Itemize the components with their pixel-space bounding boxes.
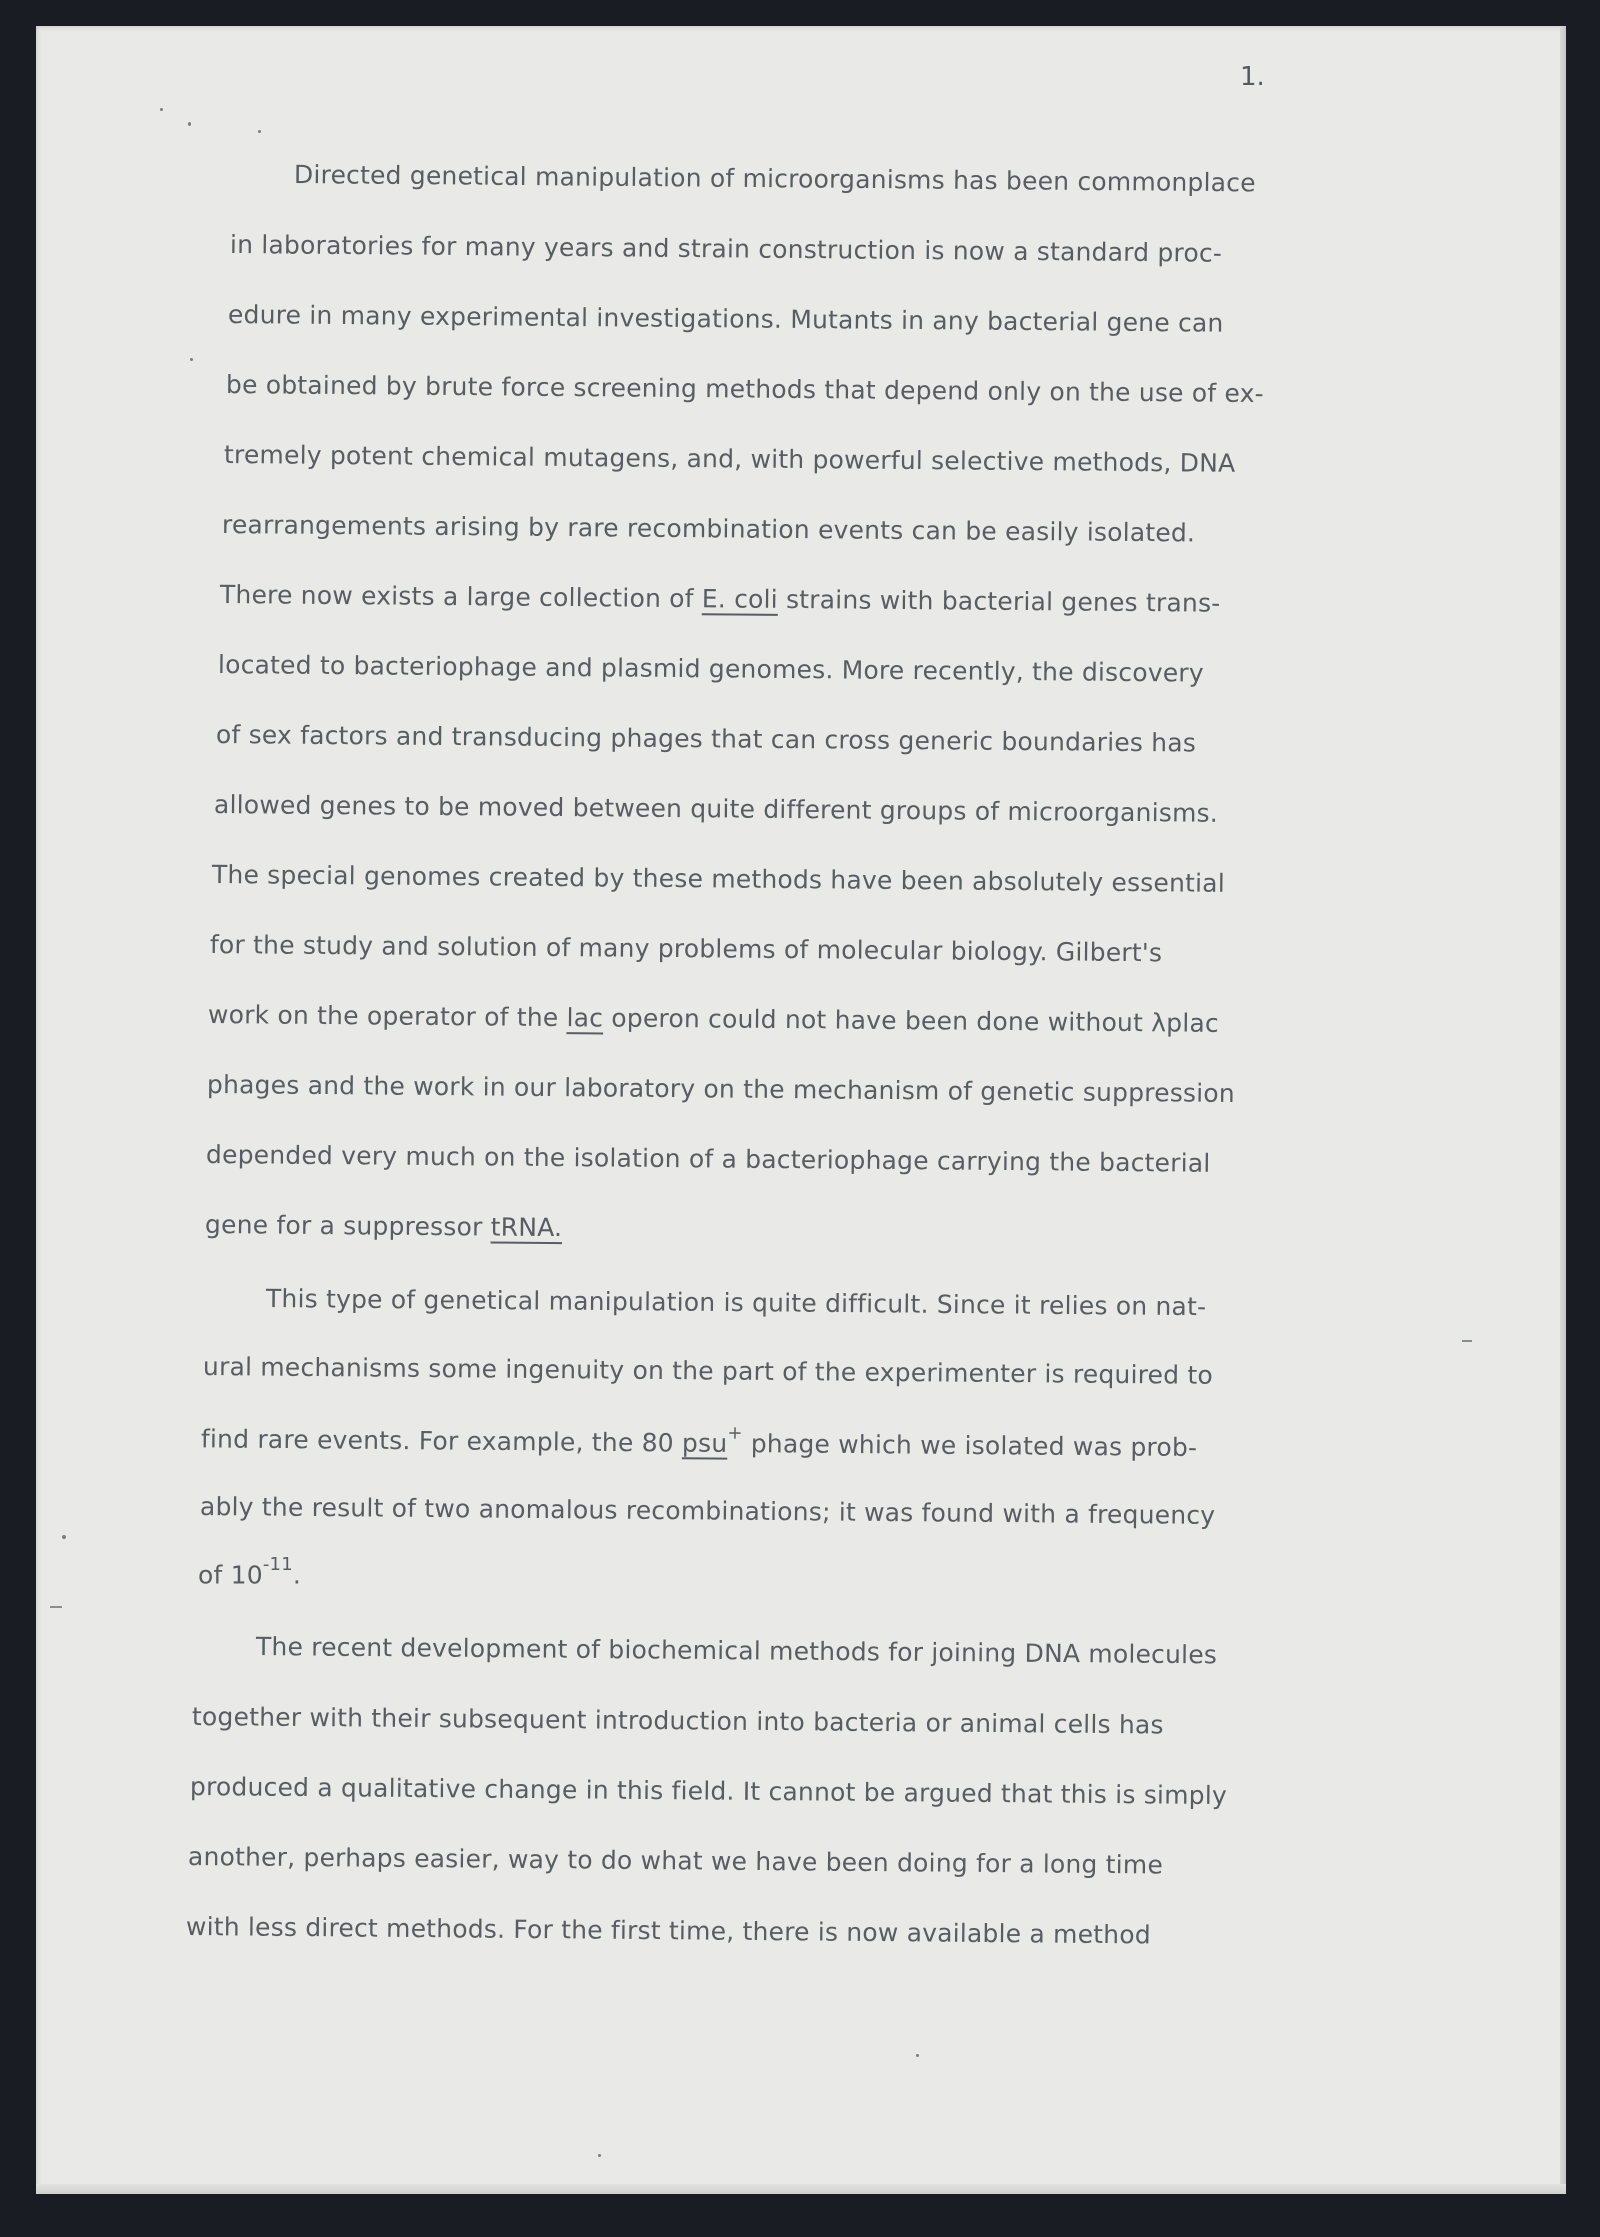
text-line: rearrangements arising by rare recombination events can be easily isolated. [221, 510, 1196, 548]
scan-speck [160, 108, 163, 111]
text-segment: operon could not have been done without λplac [603, 1003, 1220, 1038]
text-segment: strains with bacterial genes trans- [777, 584, 1221, 618]
underlined-term: psu [681, 1428, 728, 1458]
text-segment: . [292, 1560, 302, 1590]
text-line: produced a qualitative change in this field. It cannot be argued that this is simply [189, 1772, 1228, 1811]
text-line: allowed genes to be moved between quite different groups of microorganisms. [213, 790, 1219, 828]
text-line: with less direct methods. For the first time, there is now available a method [185, 1912, 1151, 1950]
underlined-term: E. coli [701, 584, 779, 614]
text-line: ural mechanisms some ingenuity on the part of the experimenter is required to [202, 1352, 1214, 1390]
text-segment: of 10 [198, 1560, 263, 1590]
page-number: 1. [1240, 62, 1265, 92]
text-line: be obtained by brute force screening methods that depend only on the use of ex- [225, 370, 1264, 409]
text-line: another, perhaps easier, way to do what we have been doing for a long time [187, 1842, 1164, 1880]
text-line: depended very much on the isolation of a bacteriophage carrying the bacterial [205, 1140, 1211, 1178]
scan-speck [258, 130, 261, 133]
text-line: Directed genetical manipulation of microorganisms has been commonplace [293, 160, 1256, 198]
scan-speck [62, 1535, 66, 1539]
scan-mark [50, 1606, 62, 1608]
superscript: -11 [262, 1554, 293, 1575]
scan-mark [1462, 1340, 1472, 1342]
text-segment: gene for a suppressor [204, 1210, 491, 1242]
page-edge [1560, 26, 1566, 2194]
text-line: The special genomes created by these methods have been absolutely essential [211, 860, 1226, 898]
text-line: This type of genetical manipulation is quite difficult. Since it relies on nat- [265, 1284, 1207, 1322]
text-line: together with their subsequent introduction into bacteria or animal cells has [191, 1702, 1164, 1740]
text-segment: There now exists a large collection of [219, 580, 702, 614]
text-line: in laboratories for many years and strain construction is now a standard proc- [229, 230, 1223, 268]
underlined-term: tRNA. [490, 1212, 563, 1243]
text-line: The recent development of biochemical methods for joining DNA molecules [255, 1632, 1218, 1670]
scan-speck [598, 2154, 601, 2157]
text-segment: phage which we isolated was prob- [742, 1429, 1198, 1463]
text-line: located to bacteriophage and plasmid genomes. More recently, the discovery [217, 650, 1204, 688]
text-line: of sex factors and transducing phages that can cross generic boundaries has [215, 720, 1197, 758]
text-line [205, 1210, 562, 1242]
scan-speck [916, 2054, 919, 2057]
scan-speck [188, 122, 191, 126]
text-segment: work on the operator of the [207, 1000, 567, 1033]
text-line [198, 1554, 302, 1590]
text-line: tremely potent chemical mutagens, and, with powerful selective methods, DNA [223, 440, 1236, 478]
text-line: for the study and solution of many problems of molecular biology. Gilbert's [209, 930, 1163, 968]
text-segment: find rare events. For example, the 80 [200, 1424, 683, 1458]
underlined-term: lac [566, 1003, 604, 1033]
superscript: + [727, 1422, 743, 1444]
text-line: edure in many experimental investigations. Mutants in any bacterial gene can [227, 300, 1224, 338]
text-line: ably the result of two anomalous recombinations; it was found with a frequency [199, 1492, 1216, 1530]
text-line: phages and the work in our laboratory on the mechanism of genetic suppression [206, 1070, 1236, 1108]
page-bottom-edge [36, 2184, 1566, 2194]
scan-speck [190, 358, 193, 361]
